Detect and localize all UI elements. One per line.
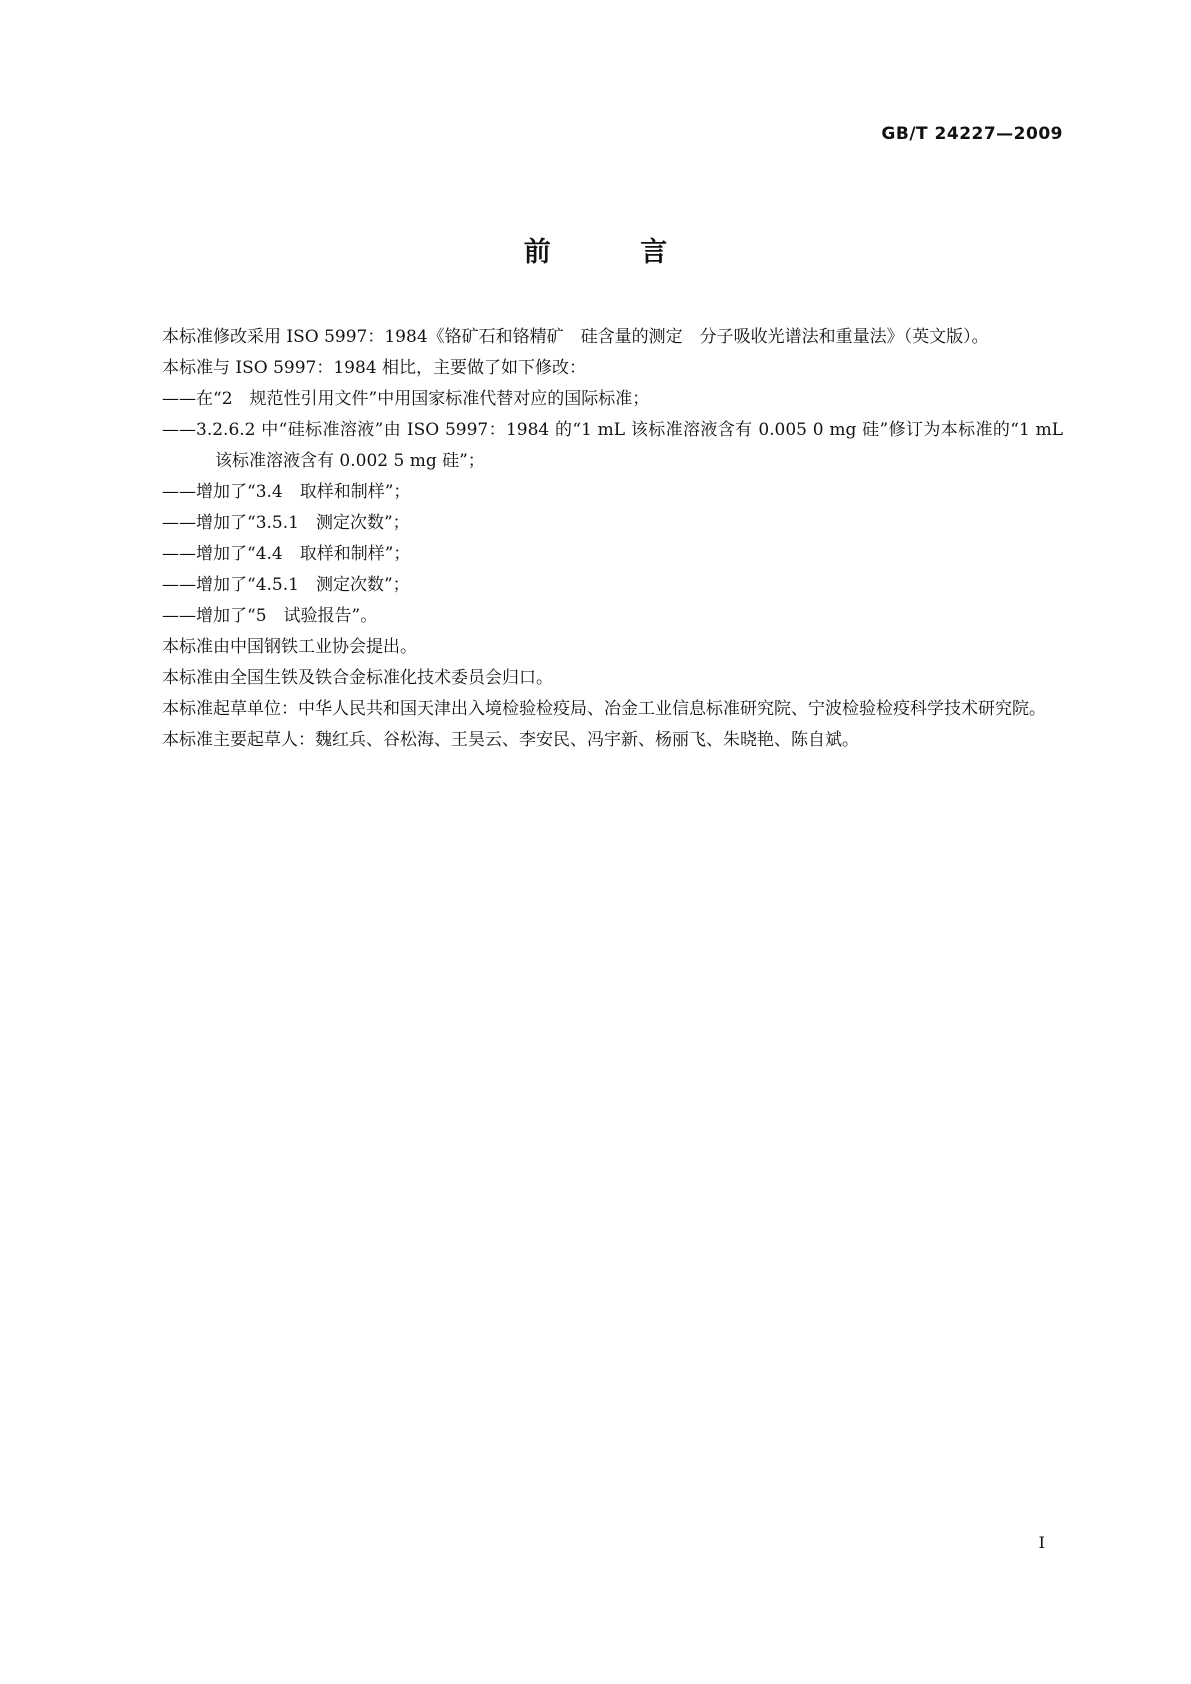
list-item: ——3.2.6.2 中“硅标准溶液”由 ISO 5997：1984 的“1 mL 该标准溶液含有 0.005 0 mg 硅”修订为本标准的“1 mL 该标准溶液含有 0.002 5 mg 硅”； <box>162 420 1063 471</box>
document-body <box>128 322 1063 756</box>
list-item: ——增加了“3.5.1 测定次数”； <box>162 513 410 533</box>
paragraph-drafters: 本标准主要起草人：魏红兵、谷松海、王昊云、李安民、冯宇新、杨丽飞、朱晓艳、陈自斌。 <box>162 730 859 750</box>
page-title: 前 言 <box>523 237 708 268</box>
paragraph-adoption: 本标准修改采用 ISO 5997：1984《铬矿石和铬精矿 硅含量的测定 分子吸收光谱法和重量法》（英文版）。 <box>162 327 989 347</box>
page-number: I <box>1038 1533 1045 1552</box>
list-item: ——增加了“4.4 取样和制样”； <box>162 544 411 564</box>
paragraph-committee: 本标准由全国生铁及铁合金标准化技术委员会归口。 <box>162 668 553 688</box>
list-item: ——在“2 规范性引用文件”中用国家标准代替对应的国际标准； <box>162 389 650 409</box>
paragraph-modifications-intro: 本标准与 ISO 5997：1984 相比，主要做了如下修改： <box>162 358 587 378</box>
list-item: ——增加了“4.5.1 测定次数”； <box>162 575 410 595</box>
paragraph-proposer: 本标准由中国钢铁工业协会提出。 <box>162 637 417 657</box>
standard-code: GB/T 24227—2009 <box>881 124 1063 144</box>
list-item: ——增加了“3.4 取样和制样”； <box>162 482 411 502</box>
paragraph-drafting-units: 本标准起草单位：中华人民共和国天津出入境检验检疫局、冶金工业信息标准研究院、宁波检验检疫科学技术研究院。 <box>162 699 1046 719</box>
list-item: ——增加了“5 试验报告”。 <box>162 606 378 626</box>
